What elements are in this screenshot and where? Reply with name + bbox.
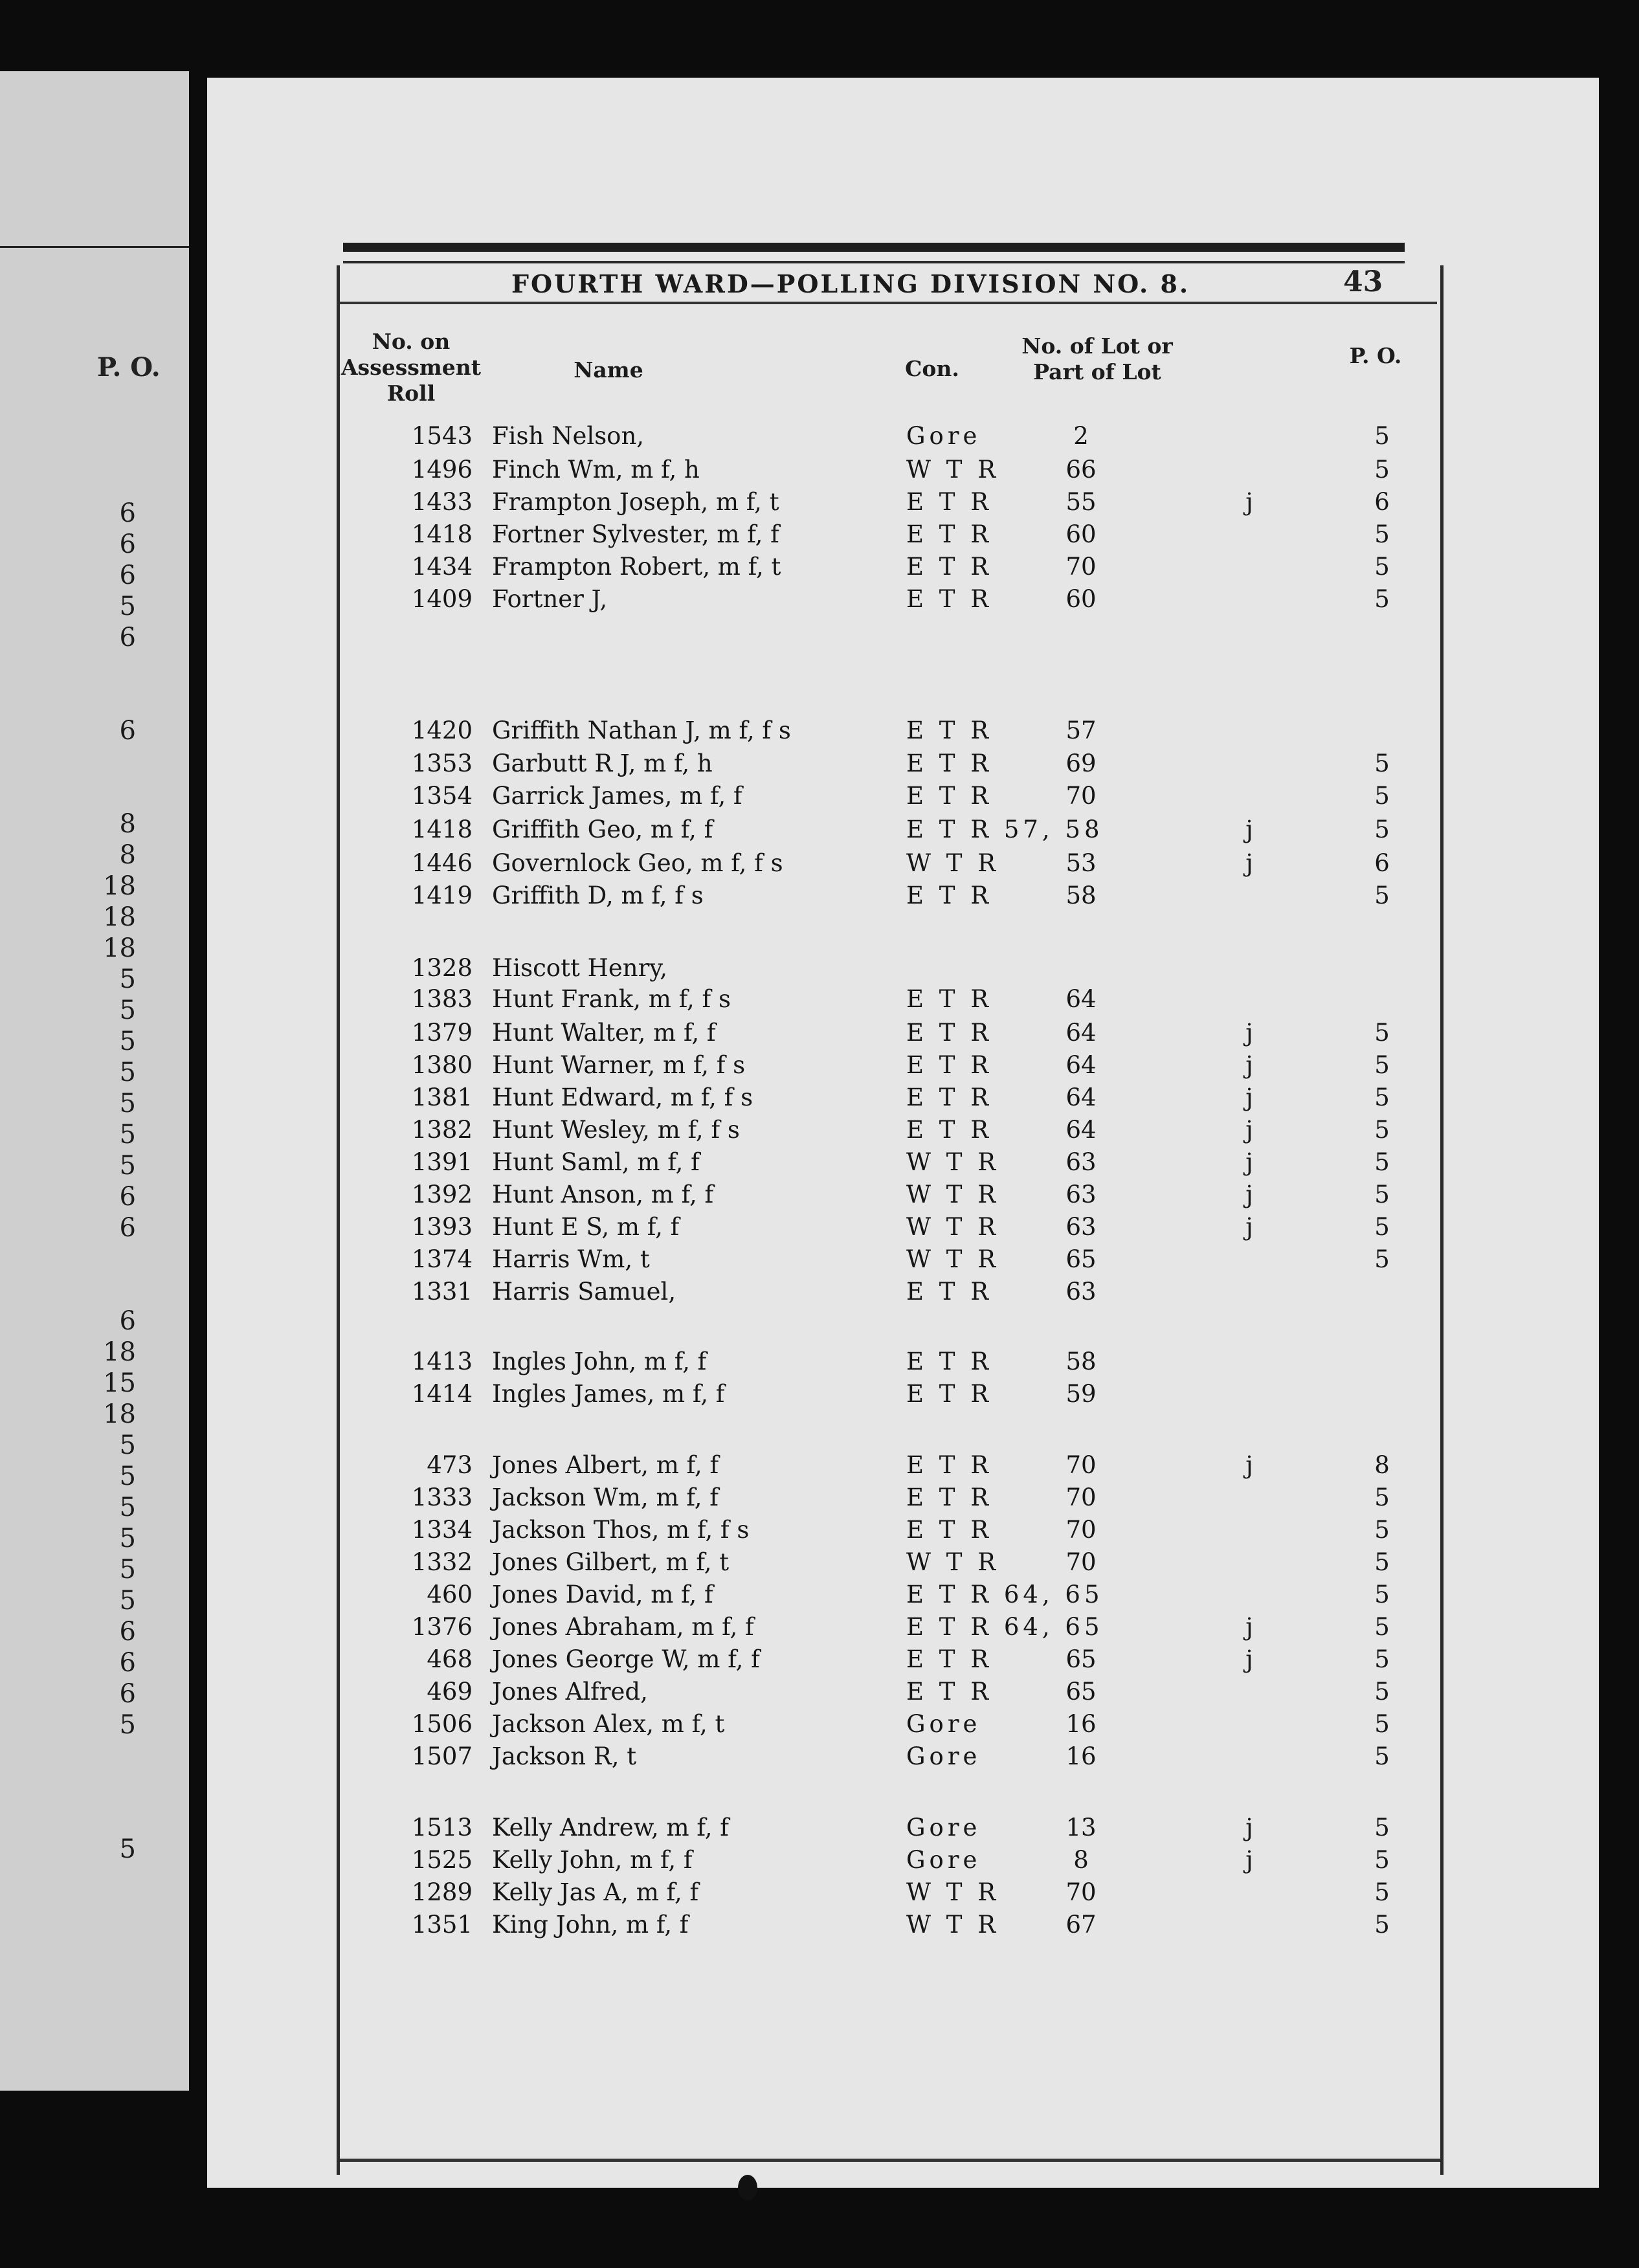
voter-name: Jones George W, m f, f xyxy=(492,1645,760,1673)
voter-name: Kelly John, m f, f xyxy=(492,1846,693,1874)
left-page-po-value: 6 xyxy=(119,1213,136,1243)
voter-name: Harris Samuel, xyxy=(492,1278,676,1306)
roll-number: 1393 xyxy=(411,1213,473,1241)
left-page-po-value xyxy=(65,685,136,716)
left-page-po-value xyxy=(65,1244,136,1275)
concession: E T R 57, 58 xyxy=(906,816,1104,843)
left-page-po-value: 5 xyxy=(119,1524,136,1553)
voter-name: Harris Wm, t xyxy=(492,1245,650,1273)
post-office: 5 xyxy=(1374,816,1390,843)
lot-number: 65 xyxy=(1065,1245,1097,1273)
concession: E T R xyxy=(906,1645,993,1673)
voter-name: Jackson Alex, m f, t xyxy=(492,1710,725,1738)
voter-name: Ingles James, m f, f xyxy=(492,1380,725,1408)
concession: E T R xyxy=(906,553,993,581)
roll-number: 1419 xyxy=(411,882,473,909)
table-row xyxy=(207,519,1599,550)
roll-number: 1506 xyxy=(411,1710,473,1738)
post-office: 5 xyxy=(1374,1084,1390,1111)
left-page-po-value: 6 xyxy=(119,716,136,746)
concession: W T R xyxy=(906,1213,1000,1241)
table-row xyxy=(207,984,1599,1015)
lot-number: 70 xyxy=(1065,553,1097,581)
table-row xyxy=(207,1845,1599,1876)
concession: Gore xyxy=(906,1846,981,1874)
roll-number: 1333 xyxy=(411,1484,473,1511)
voter-name: Ingles John, m f, f xyxy=(492,1348,707,1375)
left-page-po-value: 6 xyxy=(119,1617,136,1647)
voter-name: Hunt Edward, m f, f s xyxy=(492,1084,753,1111)
left-page-po-value: 5 xyxy=(119,1058,136,1087)
table-row xyxy=(207,1017,1599,1049)
lot-number: 64 xyxy=(1065,1084,1097,1111)
roll-number: 1414 xyxy=(411,1380,473,1408)
concession: E T R xyxy=(906,1348,993,1375)
concession: E T R xyxy=(906,488,993,516)
post-office: 5 xyxy=(1374,1911,1390,1939)
post-office: 5 xyxy=(1374,1742,1390,1770)
juror-mark: j xyxy=(1245,1213,1253,1241)
lot-number: 70 xyxy=(1065,782,1097,810)
left-page-fragment xyxy=(0,71,189,2091)
left-page-po-value: 18 xyxy=(103,933,136,963)
column-header-name: Name xyxy=(574,357,643,383)
left-page-po-value xyxy=(65,778,136,809)
voter-name: Kelly Andrew, m f, f xyxy=(492,1814,729,1841)
left-page-po-value: 6 xyxy=(119,623,136,652)
voter-name: Fortner J, xyxy=(492,585,608,613)
roll-number: 1374 xyxy=(411,1245,473,1273)
post-office: 8 xyxy=(1374,1451,1390,1479)
concession: E T R xyxy=(906,985,993,1013)
concession: W T R xyxy=(906,1878,1000,1906)
concession: E T R 64, 65 xyxy=(906,1613,1104,1641)
lot-number: 70 xyxy=(1065,1878,1097,1906)
roll-number: 1354 xyxy=(411,782,473,810)
roll-number: 1332 xyxy=(411,1548,473,1576)
post-office: 6 xyxy=(1374,488,1390,516)
left-page-po-value: 5 xyxy=(119,1710,136,1740)
left-page-po-value: 18 xyxy=(103,1399,136,1429)
juror-mark: j xyxy=(1245,1116,1253,1144)
roll-number: 1382 xyxy=(411,1116,473,1144)
table-row xyxy=(207,1244,1599,1275)
roll-number: 1380 xyxy=(411,1051,473,1079)
left-page-po-value xyxy=(65,1741,136,1772)
table-row xyxy=(207,715,1599,746)
lot-number: 63 xyxy=(1065,1278,1097,1306)
concession: E T R xyxy=(906,1278,993,1306)
table-row xyxy=(207,1676,1599,1707)
left-page-po-value xyxy=(65,1772,136,1803)
left-page-rule xyxy=(0,246,189,248)
concession: E T R xyxy=(906,1678,993,1706)
left-page-po-value: 5 xyxy=(119,1493,136,1522)
left-page-po-value: 5 xyxy=(119,1027,136,1056)
post-office: 5 xyxy=(1374,1213,1390,1241)
lot-number: 69 xyxy=(1065,750,1097,777)
left-page-po-value: 6 xyxy=(119,1648,136,1678)
voter-name: Hunt Saml, m f, f xyxy=(492,1148,700,1176)
table-row xyxy=(207,1644,1599,1675)
post-office: 5 xyxy=(1374,456,1390,484)
concession: E T R xyxy=(906,882,993,909)
concession: E T R xyxy=(906,1051,993,1079)
table-row xyxy=(207,953,1599,984)
roll-number: 1391 xyxy=(411,1148,473,1176)
juror-mark: j xyxy=(1245,488,1253,516)
lot-number: 63 xyxy=(1065,1148,1097,1176)
voter-name: Griffith Nathan J, m f, f s xyxy=(492,717,791,744)
voter-name: Frampton Joseph, m f, t xyxy=(492,488,779,516)
voter-name: Hunt Anson, m f, f xyxy=(492,1181,714,1208)
table-row xyxy=(207,1450,1599,1481)
table-row xyxy=(207,1741,1599,1772)
table-row xyxy=(207,487,1599,518)
concession: W T R xyxy=(906,456,1000,484)
post-office: 5 xyxy=(1374,1484,1390,1511)
left-page-po-value: 8 xyxy=(119,840,136,870)
concession: E T R xyxy=(906,1084,993,1111)
voter-name: Hunt E S, m f, f xyxy=(492,1213,680,1241)
roll-number: 1392 xyxy=(411,1181,473,1208)
concession: Gore xyxy=(906,1710,981,1738)
voter-name: Frampton Robert, m f, t xyxy=(492,553,781,581)
table-row xyxy=(207,1909,1599,1940)
concession: W T R xyxy=(906,1181,1000,1208)
post-office: 5 xyxy=(1374,1245,1390,1273)
lot-number: 53 xyxy=(1065,849,1097,877)
left-page-po-value: 6 xyxy=(119,561,136,590)
concession: W T R xyxy=(906,1548,1000,1576)
voter-name: Garrick James, m f, f xyxy=(492,782,742,810)
roll-number: 1418 xyxy=(411,520,473,548)
roll-number: 1496 xyxy=(411,456,473,484)
roll-number: 1381 xyxy=(411,1084,473,1111)
left-page-po-value: 5 xyxy=(119,1089,136,1118)
column-header-po: P. O. xyxy=(1349,343,1402,368)
lot-number: 57 xyxy=(1065,717,1097,744)
roll-number: 1409 xyxy=(411,585,473,613)
post-office: 5 xyxy=(1374,1710,1390,1738)
table-row xyxy=(207,1709,1599,1740)
table-row xyxy=(207,454,1599,485)
page-title: FOURTH WARD—POLLING DIVISION NO. 8. xyxy=(511,269,1190,298)
table-row xyxy=(207,1612,1599,1643)
post-office: 5 xyxy=(1374,882,1390,909)
concession: Gore xyxy=(906,1742,981,1770)
lot-number: 65 xyxy=(1065,1678,1097,1706)
concession: E T R xyxy=(906,750,993,777)
concession: E T R xyxy=(906,782,993,810)
voter-name: Fish Nelson, xyxy=(492,422,645,450)
lot-number: 58 xyxy=(1065,1348,1097,1375)
lot-number: 70 xyxy=(1065,1548,1097,1576)
voter-name: Finch Wm, m f, h xyxy=(492,456,700,484)
juror-mark: j xyxy=(1245,1084,1253,1111)
lot-number: 67 xyxy=(1065,1911,1097,1939)
juror-mark: j xyxy=(1245,1846,1253,1874)
voter-name: Garbutt R J, m f, h xyxy=(492,750,713,777)
voter-name: Jones Abraham, m f, f xyxy=(492,1613,754,1641)
post-office: 5 xyxy=(1374,520,1390,548)
post-office: 5 xyxy=(1374,1148,1390,1176)
roll-number: 1379 xyxy=(411,1019,473,1047)
left-page-po-value: 5 xyxy=(119,592,136,621)
post-office: 5 xyxy=(1374,422,1390,450)
lot-number: 63 xyxy=(1065,1213,1097,1241)
lot-number: 64 xyxy=(1065,1019,1097,1047)
lot-number: 64 xyxy=(1065,985,1097,1013)
roll-number: 1525 xyxy=(411,1846,473,1874)
roll-number: 1289 xyxy=(411,1878,473,1906)
table-row xyxy=(207,421,1599,452)
left-page-po-value: 5 xyxy=(119,964,136,994)
concession: E T R xyxy=(906,1116,993,1144)
roll-number: 1328 xyxy=(411,954,473,982)
table-row xyxy=(207,848,1599,879)
post-office: 5 xyxy=(1374,1548,1390,1576)
concession: E T R xyxy=(906,1516,993,1544)
left-page-po-value xyxy=(65,1803,136,1834)
roll-number: 1331 xyxy=(411,1278,473,1306)
table-row xyxy=(207,1515,1599,1546)
juror-mark: j xyxy=(1245,1181,1253,1208)
left-page-po-value: 6 xyxy=(119,529,136,559)
post-office: 5 xyxy=(1374,1645,1390,1673)
roll-number: 1434 xyxy=(411,553,473,581)
roll-number: 1376 xyxy=(411,1613,473,1641)
table-row xyxy=(207,1877,1599,1908)
concession: E T R xyxy=(906,1451,993,1479)
roll-number: 1420 xyxy=(411,717,473,744)
voter-name: Griffith Geo, m f, f xyxy=(492,816,713,843)
juror-mark: j xyxy=(1245,849,1253,877)
concession: Gore xyxy=(906,422,981,450)
juror-mark: j xyxy=(1245,1451,1253,1479)
post-office: 5 xyxy=(1374,585,1390,613)
voter-name: Jones Gilbert, m f, t xyxy=(492,1548,730,1576)
left-page-po-value: 6 xyxy=(119,1182,136,1212)
roll-number: 473 xyxy=(427,1451,473,1479)
table-row xyxy=(207,748,1599,779)
table-row xyxy=(207,1082,1599,1113)
roll-number: 468 xyxy=(427,1645,473,1673)
concession: Gore xyxy=(906,1814,981,1841)
juror-mark: j xyxy=(1245,816,1253,843)
left-page-po-value: 18 xyxy=(103,871,136,901)
table-row xyxy=(207,1276,1599,1307)
table-row xyxy=(207,1547,1599,1578)
concession: W T R xyxy=(906,849,1000,877)
left-page-po-value: 8 xyxy=(119,809,136,839)
voter-name: Fortner Sylvester, m f, f xyxy=(492,520,779,548)
voter-name: Kelly Jas A, m f, f xyxy=(492,1878,699,1906)
left-page-po-value: 6 xyxy=(119,1679,136,1709)
concession: E T R xyxy=(906,1019,993,1047)
column-header-roll: No. on Assessment Roll xyxy=(340,329,482,406)
table-row xyxy=(207,1579,1599,1610)
post-office: 5 xyxy=(1374,1116,1390,1144)
column-header-con: Con. xyxy=(905,356,959,381)
lot-number: 64 xyxy=(1065,1116,1097,1144)
voter-name: Hiscott Henry, xyxy=(492,954,668,982)
juror-mark: j xyxy=(1245,1051,1253,1079)
roll-number: 460 xyxy=(427,1581,473,1608)
roll-number: 469 xyxy=(427,1678,473,1706)
lot-number: 70 xyxy=(1065,1516,1097,1544)
lot-number: 70 xyxy=(1065,1451,1097,1479)
voter-name: Hunt Walter, m f, f xyxy=(492,1019,716,1047)
voter-name: Jones Alfred, xyxy=(492,1678,648,1706)
post-office: 5 xyxy=(1374,1814,1390,1841)
roll-number: 1446 xyxy=(411,849,473,877)
column-header-lot: No. of Lot or Part of Lot xyxy=(1021,333,1173,384)
voter-name: Jackson Thos, m f, f s xyxy=(492,1516,750,1544)
table-row xyxy=(207,584,1599,615)
lot-number: 2 xyxy=(1073,422,1089,450)
lot-number: 64 xyxy=(1065,1051,1097,1079)
roll-number: 1351 xyxy=(411,1911,473,1939)
juror-mark: j xyxy=(1245,1814,1253,1841)
voter-name: Jackson R, t xyxy=(492,1742,637,1770)
table-row xyxy=(207,1147,1599,1178)
post-office: 5 xyxy=(1374,1181,1390,1208)
juror-mark: j xyxy=(1245,1019,1253,1047)
lot-number: 60 xyxy=(1065,585,1097,613)
voter-name: Hunt Wesley, m f, f s xyxy=(492,1116,740,1144)
post-office: 5 xyxy=(1374,1581,1390,1608)
post-office: 5 xyxy=(1374,1878,1390,1906)
concession: E T R xyxy=(906,520,993,548)
table-row xyxy=(207,551,1599,583)
lot-number: 55 xyxy=(1065,488,1097,516)
concession: E T R xyxy=(906,1484,993,1511)
roll-number: 1433 xyxy=(411,488,473,516)
post-office: 5 xyxy=(1374,1051,1390,1079)
roll-number: 1507 xyxy=(411,1742,473,1770)
table-row xyxy=(207,1482,1599,1513)
table-row xyxy=(207,1115,1599,1146)
table-row xyxy=(207,1212,1599,1243)
lot-number: 70 xyxy=(1065,1484,1097,1511)
table-row xyxy=(207,1050,1599,1081)
roll-number: 1543 xyxy=(411,422,473,450)
table-row xyxy=(207,814,1599,845)
lot-number: 59 xyxy=(1065,1380,1097,1408)
concession: E T R xyxy=(906,1380,993,1408)
left-page-po-value: 5 xyxy=(119,1555,136,1584)
left-page-po-value: 6 xyxy=(119,498,136,528)
roll-number: 1513 xyxy=(411,1814,473,1841)
post-office: 5 xyxy=(1374,1516,1390,1544)
left-page-po-value xyxy=(65,747,136,778)
left-page-po-value: 5 xyxy=(119,1120,136,1150)
left-page-po-value: 5 xyxy=(119,1462,136,1491)
lot-number: 60 xyxy=(1065,520,1097,548)
post-office: 6 xyxy=(1374,849,1390,877)
top-thin-rule xyxy=(343,261,1405,263)
left-page-po-value xyxy=(65,654,136,685)
lot-number: 65 xyxy=(1065,1645,1097,1673)
left-page-po-value xyxy=(65,1275,136,1306)
left-page-po-value: 15 xyxy=(103,1368,136,1398)
left-page-po-value: 18 xyxy=(103,1337,136,1367)
voter-name: Hunt Warner, m f, f s xyxy=(492,1051,746,1079)
roll-number: 1353 xyxy=(411,750,473,777)
left-page-po-column xyxy=(65,498,136,1865)
voter-name: Jones David, m f, f xyxy=(492,1581,713,1608)
left-page-po-value: 5 xyxy=(119,1430,136,1460)
left-page-po-value: 6 xyxy=(119,1306,136,1336)
left-page-po-value: 5 xyxy=(119,1151,136,1181)
juror-mark: j xyxy=(1245,1148,1253,1176)
left-page-po-heading: P. O. xyxy=(97,352,161,383)
ink-smudge xyxy=(738,2175,757,2201)
lot-number: 13 xyxy=(1065,1814,1097,1841)
roll-number: 1413 xyxy=(411,1348,473,1375)
post-office: 5 xyxy=(1374,1613,1390,1641)
post-office: 5 xyxy=(1374,1678,1390,1706)
voter-name: Hunt Frank, m f, f s xyxy=(492,985,731,1013)
voter-name: Governlock Geo, m f, f s xyxy=(492,849,783,877)
roll-number: 1418 xyxy=(411,816,473,843)
table-row xyxy=(207,880,1599,911)
voter-name: King John, m f, f xyxy=(492,1911,689,1939)
post-office: 5 xyxy=(1374,1846,1390,1874)
header-rule xyxy=(340,302,1437,304)
bottom-rule xyxy=(340,2159,1440,2162)
table-row xyxy=(207,1812,1599,1843)
lot-number: 58 xyxy=(1065,882,1097,909)
voter-name: Griffith D, m f, f s xyxy=(492,882,704,909)
concession: E T R xyxy=(906,585,993,613)
post-office: 5 xyxy=(1374,1019,1390,1047)
post-office: 5 xyxy=(1374,750,1390,777)
concession: E T R 64, 65 xyxy=(906,1581,1104,1608)
juror-mark: j xyxy=(1245,1645,1253,1673)
lot-number: 16 xyxy=(1065,1742,1097,1770)
lot-number: 16 xyxy=(1065,1710,1097,1738)
roll-number: 1334 xyxy=(411,1516,473,1544)
voter-name: Jackson Wm, m f, f xyxy=(492,1484,719,1511)
left-page-po-value: 18 xyxy=(103,902,136,932)
concession: W T R xyxy=(906,1245,1000,1273)
lot-number: 63 xyxy=(1065,1181,1097,1208)
table-row xyxy=(207,1179,1599,1210)
top-thick-rule xyxy=(343,243,1405,252)
left-page-po-value: 5 xyxy=(119,995,136,1025)
table-row xyxy=(207,1379,1599,1410)
concession: E T R xyxy=(906,717,993,744)
post-office: 5 xyxy=(1374,553,1390,581)
concession: W T R xyxy=(906,1148,1000,1176)
post-office: 5 xyxy=(1374,782,1390,810)
ledger-page xyxy=(207,78,1599,2188)
juror-mark: j xyxy=(1245,1613,1253,1641)
voter-name: Jones Albert, m f, f xyxy=(492,1451,719,1479)
roll-number: 1383 xyxy=(411,985,473,1013)
concession: W T R xyxy=(906,1911,1000,1939)
table-row xyxy=(207,1346,1599,1377)
left-page-po-value: 5 xyxy=(119,1834,136,1864)
lot-number: 66 xyxy=(1065,456,1097,484)
lot-number: 8 xyxy=(1073,1846,1089,1874)
page-number: 43 xyxy=(1343,265,1383,298)
table-row xyxy=(207,781,1599,812)
left-page-po-value: 5 xyxy=(119,1586,136,1616)
